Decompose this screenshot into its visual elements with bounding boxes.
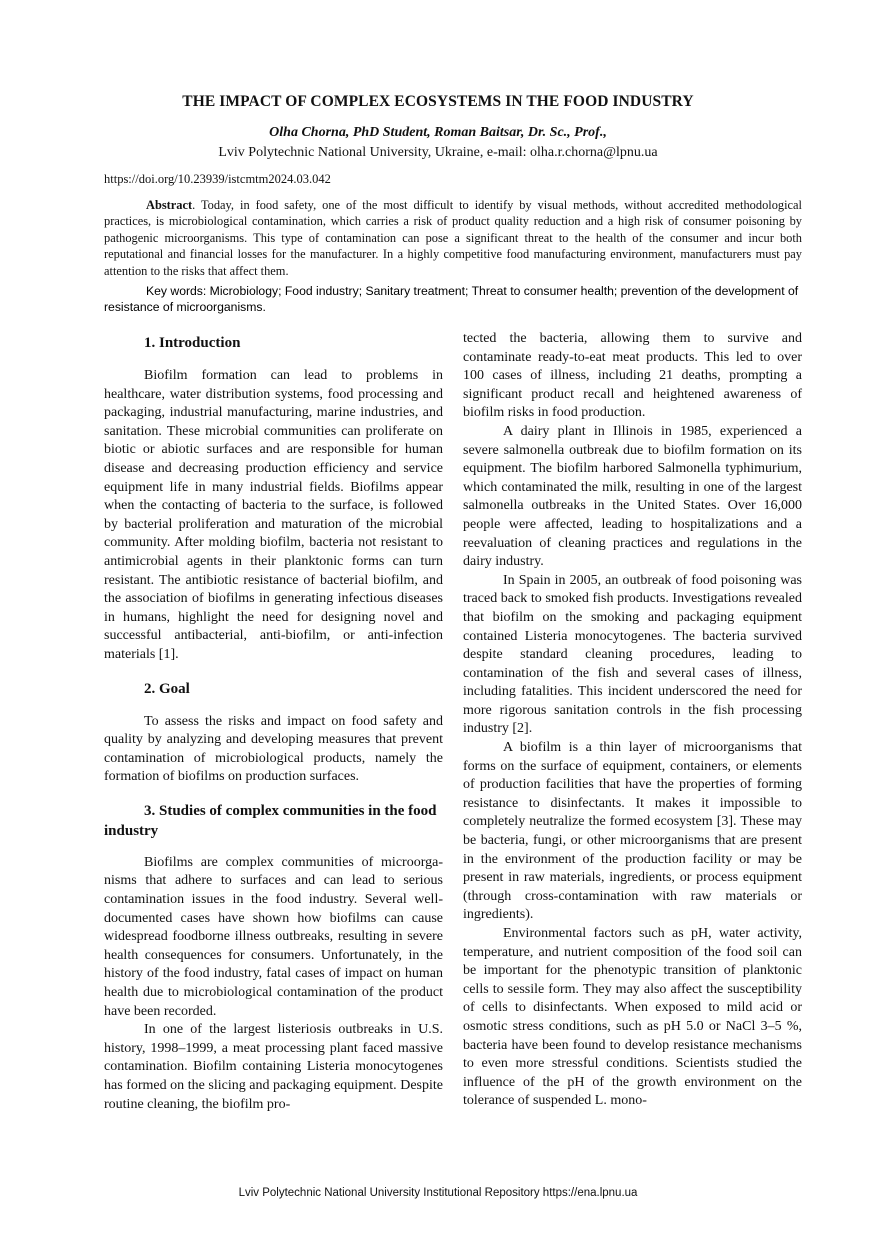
repository-footer: Lviv Polytechnic National University Institutional Repository https://ena.lpnu.ua (238, 1187, 638, 1199)
paragraph-environmental-factors: Environmental factors such as pH, water activity, temperature, and nutrient composition of the food soil can be important for the phenotypic transition of planktonic cells to sessile form. They may also affect the susceptibility of cells to disinfectants. When exposed to mild acid or osmotic stress conditions, such as pH 5.0 or NaCl 3–5 %, bacteria have been found to develop resistance mechanisms to even more stressful conditions. Scientists studied the influence of the pH of the growth environment on the tolerance of suspended L. mono- (463, 926, 802, 1109)
paragraph-spain: In Spain in 2005, an outbreak of food poisoning was traced back to smoked fish products. Investigations revealed that biofilm on the smoking and packaging equipment contained Listeria monocytogenes. The bacteria survived despite standard cleaning procedures, leading to contamination of the fish and several cases of illness, including fatalities. This incident underscored the need for more rigorous sanitation controls in the fish processing industry [2]. (463, 572, 802, 737)
paragraph-illinois: A dairy plant in Illinois in 1985, experienced a severe salmonella outbreak due to biofilm formation on its equipment. The biofilm harbored Salmonella typhimurium, which contaminated the milk, resulting in one of the largest salmonella outbreaks in the United States. Over 16,000 people were affected, leading to hospitalizations and a reevaluation of cleaning practices and regulations in the dairy industry. (463, 423, 802, 570)
paragraph-biofilm-definition: A biofilm is a thin layer of microorganisms that forms on the surface of equipment, containers, or elements of production facilities that have the properties of forming resistance to disinfectants. It makes it impossible to completely neutralize the formed ecosystem [3]. These may be bacteria, fungi, or other microorganisms that are present in the environment of the production facility or may be present in raw materials, ingredients, or process equipment (through cross-contamination with raw materials or ingredients). (463, 740, 802, 923)
doi-link[interactable]: https://doi.org/10.23939/istcmtm2024.03.042 (104, 172, 331, 186)
paper-authors: Olha Chorna, PhD Student, Roman Baitsar, Dr. Sc., Prof., (269, 125, 607, 140)
abstract (104, 197, 802, 279)
abstract-label: Abstract (146, 198, 193, 212)
paper-title: THE IMPACT OF COMPLEX ECOSYSTEMS IN THE FOOD INDUSTRY (182, 93, 694, 110)
section-heading-introduction: 1. Introduction (144, 335, 241, 351)
section-heading-goal: 2. Goal (144, 680, 190, 697)
paragraph-continued: tected the bacteria, allowing them to survive and contaminate ready-to-eat meat products. This led to over 100 cases of illness, including 21 deaths, prompting a significant product recall and heightened awareness of biofilm risks in food production. (463, 331, 802, 421)
paragraph-studies-1: Biofilms are complex communities of microorganisms that adhere to surfaces and can lead to serious contamination issues in the food industry. Several well-documented cases have shown how biofilms can cause widespread foodborne illness outbreaks, resulting in severe health consequences for consumers. Unfortunately, in the history of the food industry, fatal cases of impact on human health due to microbiological contamination of the product have been recorded. (104, 854, 443, 1019)
abstract-text: . Today, in food safety, one of the most difficult to identify by visual methods, without accredited methodological practices, is microbiological contamination, which carries a risk of product quality reduction and a high risk of consumer poisoning by pathogenic microorganisms. This type of contamination can pose a significant threat to the health of the consumer and incur both reputational and financial losses for the manufacturer. In a highly competitive food manufacturing environment, manufacturers must pay attention to the risks that affect them. (104, 198, 802, 278)
section-heading-studies: 3. Studies of complex communities in the food industry (104, 802, 437, 839)
paper-affiliation: Lviv Polytechnic National University, Ukraine, e-mail: olha.r.chorna@lpnu.ua (218, 145, 658, 160)
paragraph-studies-2: In one of the largest listeriosis outbreaks in U.S. history, 1998–1999, a meat processing plant faced massive contamination. Biofilm containing Listeria monocytogenes has formed on the slicing and packaging equipment. Despite routine cleaning, the biofilm pro- (104, 1022, 443, 1112)
keywords: Key words: Microbiology; Food industry; Sanitary treatment; Threat to consumer health; prevention of the development of resistance of microorganisms. (104, 284, 799, 315)
right-column (463, 330, 802, 1111)
paragraph-goal: To assess the risks and impact on food safety and quality by analyzing and developing measures that prevent contamination of microbiological products, namely the formation of biofilms on production surfaces. (104, 713, 443, 785)
left-column (104, 330, 443, 1114)
paragraph-introduction: Biofilm formation can lead to problems in healthcare, water distribution systems, food processing and packaging, industrial manufacturing, marine industries, and sanitation. These microbial communities can proliferate on biotic or abiotic surfaces and are responsible for human disease and decreasing production efficiency and service equipment life in many industrial fields. Biofilms appear when the contacting of bacteria to the surface, is followed by bacterial proliferation and maturation of the microbial community. After molding biofilm, bacteria not resistant to antimicrobial agents in their planktonic forms can turn resistant. The antibiotic resistance of bacterial biofilm, and the association of biofilms in generating infectious diseases in humans, highlight the need for designing novel and successful antibacterial, anti-biofilm, or anti-infection materials [1]. (104, 368, 443, 662)
